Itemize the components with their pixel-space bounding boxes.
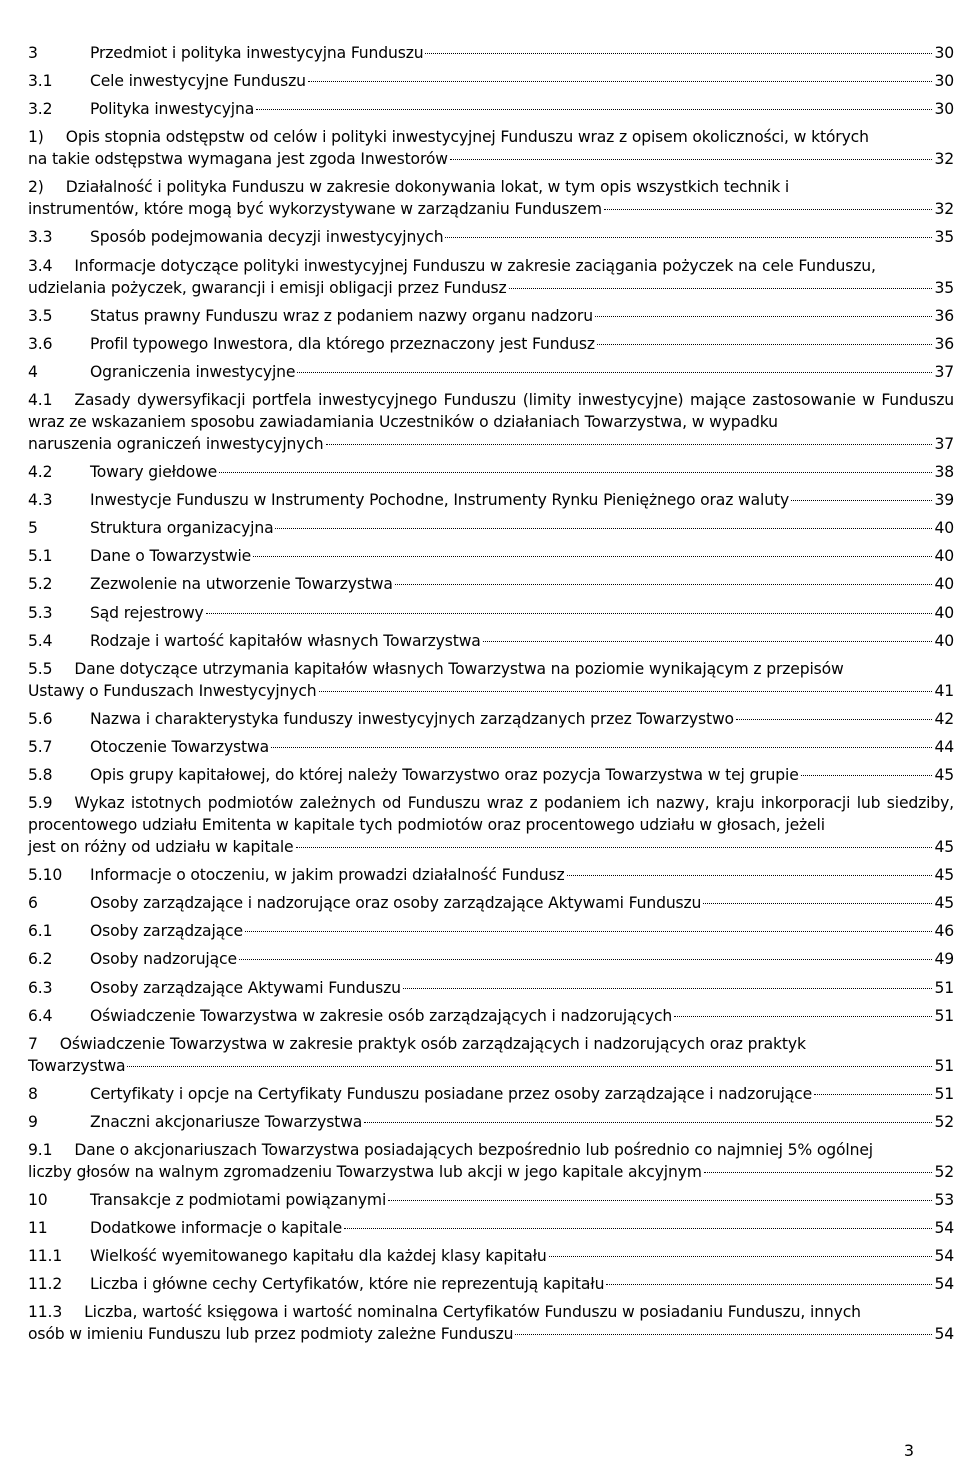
toc-entry[interactable]	[28, 658, 954, 702]
dot-leader	[606, 1284, 932, 1285]
toc-entry-page: 32	[934, 150, 954, 169]
dot-leader	[219, 472, 932, 473]
dot-leader	[275, 528, 932, 529]
toc-entry[interactable]	[28, 977, 954, 999]
toc-entry-number: 5.3	[28, 603, 53, 622]
toc-entry-number: 4.1	[28, 390, 53, 409]
dot-leader	[595, 316, 933, 317]
dot-leader	[445, 237, 932, 238]
toc-entry-title-continued: liczby głosów na walnym zgromadzeniu Towarzystwa lub akcji w jego kapitale akcyjnym	[28, 1163, 702, 1181]
toc-entry[interactable]	[28, 948, 954, 970]
toc-entry-title: Osoby zarządzające	[90, 922, 243, 941]
toc-entry-page: 40	[934, 631, 954, 650]
toc-entry-title: Opis grupy kapitałowej, do której należy Towarzystwo oraz pozycja Towarzystwa w tej grupie	[90, 765, 799, 784]
toc-entry-title: Oświadczenie Towarzystwa w zakresie praktyk osób zarządzających i nadzorujących oraz praktyk	[59, 1034, 806, 1053]
toc-entry-page: 37	[934, 434, 954, 453]
toc-entry-number: 6	[28, 894, 38, 913]
dot-leader	[791, 500, 932, 501]
toc-entry-number: 9.1	[28, 1141, 53, 1159]
toc-entry-page: 42	[934, 709, 954, 728]
toc-entry[interactable]	[28, 98, 954, 120]
toc-entry-title: Towary giełdowe	[90, 463, 218, 482]
toc-entry-number: 5.2	[28, 575, 53, 594]
toc-entry[interactable]	[28, 1139, 954, 1183]
toc-entry-page: 46	[934, 922, 954, 941]
toc-entry[interactable]	[28, 708, 954, 730]
toc-entry[interactable]	[28, 389, 954, 455]
toc-entry-number: 3.5	[28, 306, 53, 325]
toc-entry-title: Polityka inwestycyjna	[90, 100, 255, 119]
toc-entry-page: 36	[934, 334, 954, 353]
dot-leader	[127, 1066, 932, 1067]
toc-entry-number: 5.4	[28, 631, 53, 650]
toc-entry-title: Informacje o otoczeniu, w jakim prowadzi działalność Fundusz	[90, 866, 565, 885]
toc-entry-title: Dane o Towarzystwie	[90, 547, 252, 566]
toc-entry[interactable]	[28, 42, 954, 64]
dot-leader	[515, 1334, 932, 1335]
toc-entry-page: 40	[934, 519, 954, 538]
toc-entry-page: 45	[934, 894, 954, 913]
toc-entry-page: 54	[934, 1275, 954, 1294]
toc-entry-page: 41	[934, 681, 954, 700]
toc-entry[interactable]	[28, 1273, 954, 1295]
dot-leader	[509, 288, 933, 289]
toc-entry-number: 1)	[28, 128, 44, 147]
toc-entry[interactable]	[28, 1033, 954, 1077]
toc-entry-page: 51	[934, 978, 954, 997]
dot-leader	[296, 847, 933, 848]
toc-entry-number: 5	[28, 519, 38, 538]
toc-entry-title-continued: osób w imieniu Funduszu lub przez podmioty zależne Funduszu	[28, 1325, 514, 1344]
toc-entry-title: Działalność i polityka Funduszu w zakresie dokonywania lokat, w tym opis wszystkich technik i	[65, 178, 790, 197]
toc-entry-title: Dane dotyczące utrzymania kapitałów własnych Towarzystwa na poziomie wynikającym z przepisów	[74, 659, 844, 678]
toc-entry-page: 44	[934, 737, 954, 756]
dot-leader	[344, 1228, 932, 1229]
toc-entry-number: 3.2	[28, 100, 53, 119]
toc-entry-page: 37	[934, 362, 954, 381]
toc-entry[interactable]	[28, 255, 954, 299]
dot-leader	[604, 209, 933, 210]
dot-leader	[245, 931, 933, 932]
toc-entry-page: 32	[934, 200, 954, 219]
toc-entry-page: 35	[934, 228, 954, 247]
dot-leader	[297, 372, 932, 373]
toc-entry-title: Cele inwestycyjne Funduszu	[90, 72, 306, 91]
toc-entry-page: 51	[934, 1006, 954, 1025]
toc-entry[interactable]	[28, 305, 954, 327]
toc-entry[interactable]	[28, 226, 954, 248]
toc-entry-title: Znaczni akcjonariusze Towarzystwa	[90, 1112, 363, 1131]
dot-leader	[450, 159, 933, 160]
toc-entry-title: Liczba i główne cechy Certyfikatów, które nie reprezentują kapitału	[90, 1275, 605, 1294]
toc-entry-number: 5.8	[28, 765, 53, 784]
toc-entry[interactable]	[28, 630, 954, 652]
dot-leader	[483, 641, 933, 642]
dot-leader	[206, 613, 933, 614]
toc-entry[interactable]	[28, 126, 954, 170]
toc-entry[interactable]	[28, 176, 954, 220]
toc-entry-page: 35	[934, 278, 954, 297]
dot-leader	[703, 903, 932, 904]
toc-entry-number: 6.4	[28, 1006, 53, 1025]
toc-entry-number: 11.3	[28, 1303, 63, 1322]
toc-entry-number: 6.3	[28, 978, 53, 997]
dot-leader	[326, 444, 933, 445]
toc-entry-number: 4.3	[28, 491, 53, 510]
toc-entry-number: 2)	[28, 178, 44, 197]
toc-entry-title: Sposób podejmowania decyzji inwestycyjnych	[90, 228, 444, 247]
toc-entry-page: 38	[934, 463, 954, 482]
dot-leader	[801, 775, 933, 776]
toc-entry[interactable]	[28, 1245, 954, 1267]
toc-entry-page: 52	[934, 1112, 954, 1131]
toc-entry-page: 54	[934, 1219, 954, 1238]
toc-entry-number: 3.4	[28, 256, 53, 275]
toc-entry-number: 5.7	[28, 737, 53, 756]
toc-entry-title-continued: Towarzystwa	[28, 1056, 126, 1075]
toc-entry-title: Profil typowego Inwestora, dla którego przeznaczony jest Fundusz	[90, 334, 595, 353]
toc-entry-page: 53	[934, 1191, 954, 1210]
toc-entry-number: 6.2	[28, 950, 53, 969]
toc-entry-title: Sąd rejestrowy	[90, 603, 204, 622]
dot-leader	[319, 691, 933, 692]
toc-entry-page: 52	[934, 1163, 954, 1181]
toc-entry-title: Dane o akcjonariuszach Towarzystwa posiadających bezpośrednio lub pośrednio co najmniej 5% ogólnej	[74, 1141, 873, 1159]
toc-entry-page: 45	[934, 838, 954, 857]
toc-entry-number: 3.1	[28, 72, 53, 91]
toc-entry-title: Liczba, wartość księgowa i wartość nominalna Certyfikatów Funduszu w posiadaniu Funduszu, innych	[84, 1303, 861, 1322]
dot-leader	[674, 1016, 932, 1017]
toc-entry-title: Wykaz istotnych podmiotów zależnych od Funduszu wraz z podaniem ich nazwy, kraju inkorporacji lub siedziby, procentowego udziału Emitenta w kapitale tych podmiotów oraz procentowego udziału w głosach, jeżeli	[28, 794, 954, 835]
toc-entry-number: 9	[28, 1112, 38, 1131]
toc-entry-title: Osoby zarządzające Aktywami Funduszu	[90, 978, 401, 997]
toc-entry-number: 5.6	[28, 709, 53, 728]
toc-entry[interactable]	[28, 920, 954, 942]
toc-entry-page: 40	[934, 547, 954, 566]
toc-entry-number: 4	[28, 362, 38, 381]
dot-leader	[308, 81, 933, 82]
toc-entry-title: Osoby zarządzające i nadzorujące oraz osoby zarządzające Aktywami Funduszu	[90, 894, 702, 913]
toc-entry-page: 51	[934, 1084, 954, 1103]
toc-entry[interactable]	[28, 1189, 954, 1211]
toc-entry-page: 45	[934, 866, 954, 885]
toc-entry[interactable]	[28, 361, 954, 383]
toc-entry-title: Inwestycje Funduszu w Instrumenty Pochodne, Instrumenty Rynku Pieniężnego oraz waluty	[90, 491, 790, 510]
toc-entry-page: 39	[934, 491, 954, 510]
toc-entry-page: 51	[934, 1056, 954, 1075]
dot-leader	[253, 556, 932, 557]
toc-entry-number: 5.10	[28, 866, 63, 885]
page-number: 3	[903, 1441, 914, 1460]
toc-entry-title: Przedmiot i polityka inwestycyjna Funduszu	[90, 44, 424, 62]
toc-entry-page: 54	[934, 1247, 954, 1266]
toc-entry[interactable]	[28, 517, 954, 539]
toc-entry-title: Dodatkowe informacje o kapitale	[90, 1219, 343, 1238]
dot-leader	[271, 747, 932, 748]
toc-entry-page: 36	[934, 306, 954, 325]
dot-leader	[597, 344, 933, 345]
toc-entry-title: Otoczenie Towarzystwa	[90, 737, 269, 756]
dot-leader	[395, 584, 933, 585]
dot-leader	[425, 53, 932, 54]
toc-entry[interactable]	[28, 792, 954, 858]
dot-leader	[388, 1200, 932, 1201]
dot-leader	[567, 875, 933, 876]
dot-leader	[364, 1122, 932, 1123]
toc-entry-title: Certyfikaty i opcje na Certyfikaty Funduszu posiadane przez osoby zarządzające i nadzorujące	[90, 1084, 813, 1103]
toc-entry-title: Osoby nadzorujące	[90, 950, 237, 969]
toc-entry[interactable]	[28, 864, 954, 886]
toc-entry-title: Zezwolenie na utworzenie Towarzystwa	[90, 575, 393, 594]
dot-leader	[704, 1172, 933, 1173]
toc-entry-title: Informacje dotyczące polityki inwestycyjnej Funduszu w zakresie zaciągania pożyczek na cele Funduszu,	[74, 256, 876, 275]
dot-leader	[256, 109, 932, 110]
toc-entry-title: Nazwa i charakterystyka funduszy inwestycyjnych zarządzanych przez Towarzystwo	[90, 709, 734, 728]
toc-entry-page: 49	[934, 950, 954, 969]
toc-entry-title-continued: na takie odstępstwa wymagana jest zgoda Inwestorów	[28, 150, 448, 169]
toc-entry[interactable]	[28, 1301, 954, 1345]
toc-entry-page: 30	[934, 44, 954, 62]
toc-entry[interactable]	[28, 1111, 954, 1133]
toc-entry-number: 11.2	[28, 1275, 63, 1294]
toc-entry-title: Status prawny Funduszu wraz z podaniem nazwy organu nadzoru	[90, 306, 593, 325]
toc-entry-title: Struktura organizacyjna	[90, 519, 274, 538]
toc-entry-title: Oświadczenie Towarzystwa w zakresie osób zarządzających i nadzorujących	[90, 1006, 673, 1025]
toc-entry-number: 5.9	[28, 794, 53, 813]
toc-entry[interactable]	[28, 333, 954, 355]
toc-entry-page: 54	[934, 1325, 954, 1344]
dot-leader	[736, 719, 933, 720]
toc-entry-page: 45	[934, 765, 954, 784]
dot-leader	[814, 1094, 932, 1095]
toc-entry[interactable]	[28, 1217, 954, 1239]
toc-entry[interactable]	[28, 489, 954, 511]
toc-entry[interactable]	[28, 602, 954, 624]
toc-entry-title-continued: udzielania pożyczek, gwarancji i emisji obligacji przez Fundusz	[28, 278, 507, 297]
toc-entry-title: Opis stopnia odstępstw od celów i polityki inwestycyjnej Funduszu wraz z opisem okoliczności, w których	[65, 128, 869, 147]
toc-entry[interactable]	[28, 70, 954, 92]
toc-entry-number: 11.1	[28, 1247, 63, 1266]
toc-entry-number: 7	[28, 1034, 38, 1053]
toc-entry-page: 30	[934, 100, 954, 119]
toc-entry-number: 4.2	[28, 463, 53, 482]
toc-entry[interactable]	[28, 1005, 954, 1027]
dot-leader	[403, 988, 933, 989]
toc-entry-page: 40	[934, 575, 954, 594]
toc-entry-number: 8	[28, 1084, 38, 1103]
toc-entry-number: 3	[28, 44, 38, 62]
toc-entry[interactable]	[28, 573, 954, 595]
toc-entry-page: 30	[934, 72, 954, 91]
toc-entry-number: 5.1	[28, 547, 53, 566]
toc-entry-number: 3.3	[28, 228, 53, 247]
toc-entry[interactable]	[28, 545, 954, 567]
toc-entry-number: 10	[28, 1191, 48, 1210]
toc-entry[interactable]	[28, 461, 954, 483]
toc-entry-page: 40	[934, 603, 954, 622]
toc-entry[interactable]	[28, 764, 954, 786]
toc-entry-title: Rodzaje i wartość kapitałów własnych Towarzystwa	[90, 631, 481, 650]
toc-entry-title-continued: naruszenia ograniczeń inwestycyjnych	[28, 434, 324, 453]
toc-entry-number: 5.5	[28, 659, 53, 678]
dot-leader	[549, 1256, 933, 1257]
toc-entry-number: 6.1	[28, 922, 53, 941]
toc-entry-title-continued: instrumentów, które mogą być wykorzystywane w zarządzaniu Funduszem	[28, 200, 602, 219]
toc-entry[interactable]	[28, 736, 954, 758]
toc-entry-title-continued: Ustawy o Funduszach Inwestycyjnych	[28, 681, 317, 700]
toc-entry[interactable]	[28, 892, 954, 914]
toc-entry-title: Ograniczenia inwestycyjne	[90, 362, 296, 381]
table-of-contents	[28, 42, 954, 1352]
toc-entry-title: Transakcje z podmiotami powiązanymi	[90, 1191, 387, 1210]
toc-entry-title: Zasady dywersyfikacji portfela inwestycyjnego Funduszu (limity inwestycyjne) mające zastosowanie w Funduszu wraz ze wskazaniem sposobu zawiadamiania Uczestników o działaniach Towarzystwa, w wypadku	[28, 390, 954, 431]
toc-entry[interactable]	[28, 1083, 954, 1105]
dot-leader	[239, 959, 933, 960]
toc-entry-number: 3.6	[28, 334, 53, 353]
toc-entry-title-continued: jest on różny od udziału w kapitale	[28, 838, 294, 857]
toc-entry-number: 11	[28, 1219, 48, 1238]
toc-entry-title: Wielkość wyemitowanego kapitału dla każdej klasy kapitału	[90, 1247, 547, 1266]
